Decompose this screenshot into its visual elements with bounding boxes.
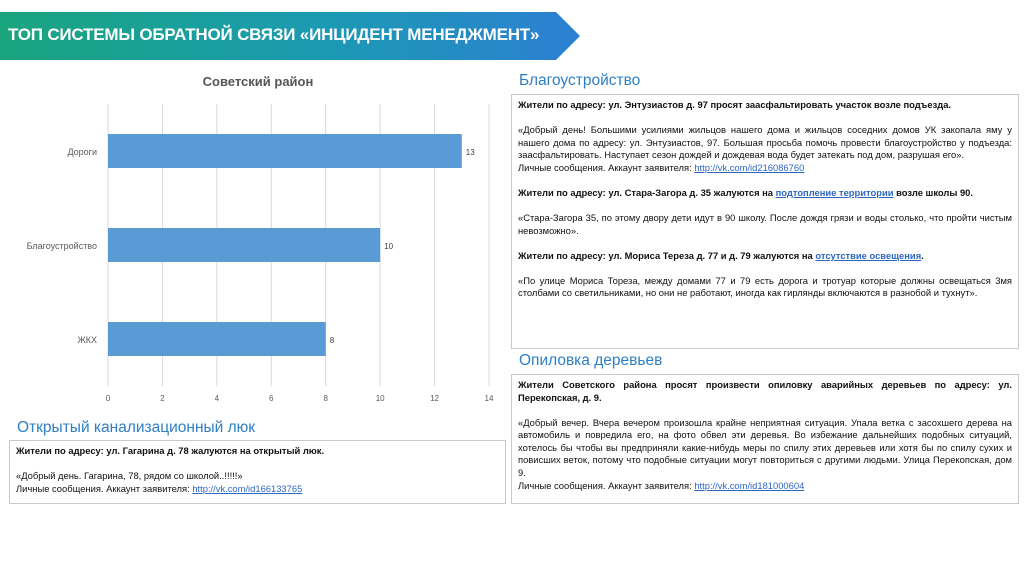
- blago-box: [511, 94, 1019, 349]
- blago-item1-title: Жители по адресу: ул. Энтузиастов д. 97 просят заасфальтировать участок возле подъезда.: [518, 99, 952, 110]
- x-tick-label: 2: [160, 394, 165, 403]
- trees-text: «Добрый вечер. Вчера вечером произошла крайне неприятная ситуация. Упала ветка с засохшего дерева на автомобиль и повредила его, на фото обвел эти деревья. Во избежание дальнейших подобных ситуаций, хотелось бы чтобы вы предприняли какие-нибудь меры по спилу этих деревьев или хотя бы по спилу сухих и повисших веток, потому что подобные ситуации могут повториться с другими людьми. Улица Перекопская, дом 9.: [518, 416, 1012, 479]
- bar: [108, 228, 380, 262]
- section-heading-hatch: Открытый канализационный люк: [17, 419, 256, 436]
- trees-link[interactable]: http://vk.com/id181000604: [694, 479, 805, 491]
- trees-account-label: Личные сообщения. Аккаунт заявителя:: [518, 479, 695, 491]
- bar-value-label: 10: [384, 242, 394, 251]
- blago-item3-title-b: .: [921, 249, 924, 261]
- blago-item3-title-a: Жители по адресу: ул. Мориса Тереза д. 77 и д. 79 жалуются на: [518, 249, 816, 261]
- trees-box: [511, 374, 1019, 504]
- x-tick-label: 6: [269, 394, 274, 403]
- section-heading-blago: Благоустройство: [519, 72, 641, 89]
- bar: [108, 322, 326, 356]
- trees-title: Жители Советского района просят произвести опиловку аварийных деревьев по адресу: ул. Перекопская, д. 9.: [518, 379, 1012, 403]
- y-category-label: Благоустройство: [26, 241, 97, 251]
- blago-item1-text: «Добрый день! Большими усилиями жильцов нашего дома и жильцов соседних домов УК закопала яму у нашего дома по адресу: ул. Энтузиастов, 97. Большая просьба помочь провести благоустройство у подъезда: заасфальтировать. Наступает сезон дождей и дождевая вода будет затекать под дом, разрушая его».: [518, 124, 1012, 161]
- blago-item2-title-link[interactable]: подтопление территории: [775, 186, 894, 198]
- title-banner: [0, 12, 580, 60]
- blago-item1-account-label: Личные сообщения. Аккаунт заявителя:: [518, 161, 695, 173]
- hatch-title: Жители по адресу: ул. Гагарина д. 78 жалуются на открытый люк.: [16, 445, 325, 456]
- chart-title: Советский район: [202, 74, 314, 89]
- x-tick-label: 0: [105, 394, 111, 403]
- x-tick-label: 8: [323, 394, 328, 403]
- blago-item2-text: «Стара-Загора 35, по этому двору дети идут в 90 школу. После дождя грязи и воды столько, что пройти чистым невозможно».: [518, 212, 1012, 236]
- x-tick-label: 14: [484, 394, 494, 403]
- blago-item2-title-b: возле школы 90.: [893, 186, 973, 198]
- hatch-link[interactable]: http://vk.com/id166133765: [192, 482, 303, 494]
- bar: [108, 134, 462, 168]
- blago-item3-text: «По улице Мориса Тореза, между домами 77 и 79 есть дорога и тротуар которые должны освещаться 3мя столбами со светильниками, но они не работают, иногда как гирлянды включаются в разнобой и тухнут».: [518, 274, 1012, 299]
- blago-item3-title-link[interactable]: отсутствие освещения: [815, 249, 922, 261]
- x-tick-label: 10: [375, 394, 385, 403]
- blago-item2-title-a: Жители по адресу: ул. Стара-Загора д. 35 жалуются на: [518, 186, 776, 198]
- x-tick-label: 12: [430, 394, 440, 403]
- bar-value-label: 13: [465, 148, 475, 157]
- bar-chart: [0, 64, 510, 414]
- hatch-text: «Добрый день. Гагарина, 78, рядом со школой..!!!!!»: [16, 470, 243, 482]
- section-heading-trees: Опиловка деревьев: [519, 352, 663, 369]
- hatch-account-label: Личные сообщения. Аккаунт заявителя:: [16, 482, 193, 494]
- hatch-box: [9, 440, 506, 504]
- bar-value-label: 8: [329, 336, 335, 345]
- y-category-label: Дороги: [67, 147, 97, 157]
- bar-chart-svg: [0, 64, 510, 414]
- y-category-label: ЖКХ: [77, 335, 97, 345]
- x-tick-label: 4: [214, 394, 220, 403]
- blago-item1-link[interactable]: http://vk.com/id216086760: [694, 161, 805, 173]
- page-title: ТОП СИСТЕМЫ ОБРАТНОЙ СВЯЗИ «ИНЦИДЕНТ МЕНЕДЖМЕНТ»: [8, 25, 540, 44]
